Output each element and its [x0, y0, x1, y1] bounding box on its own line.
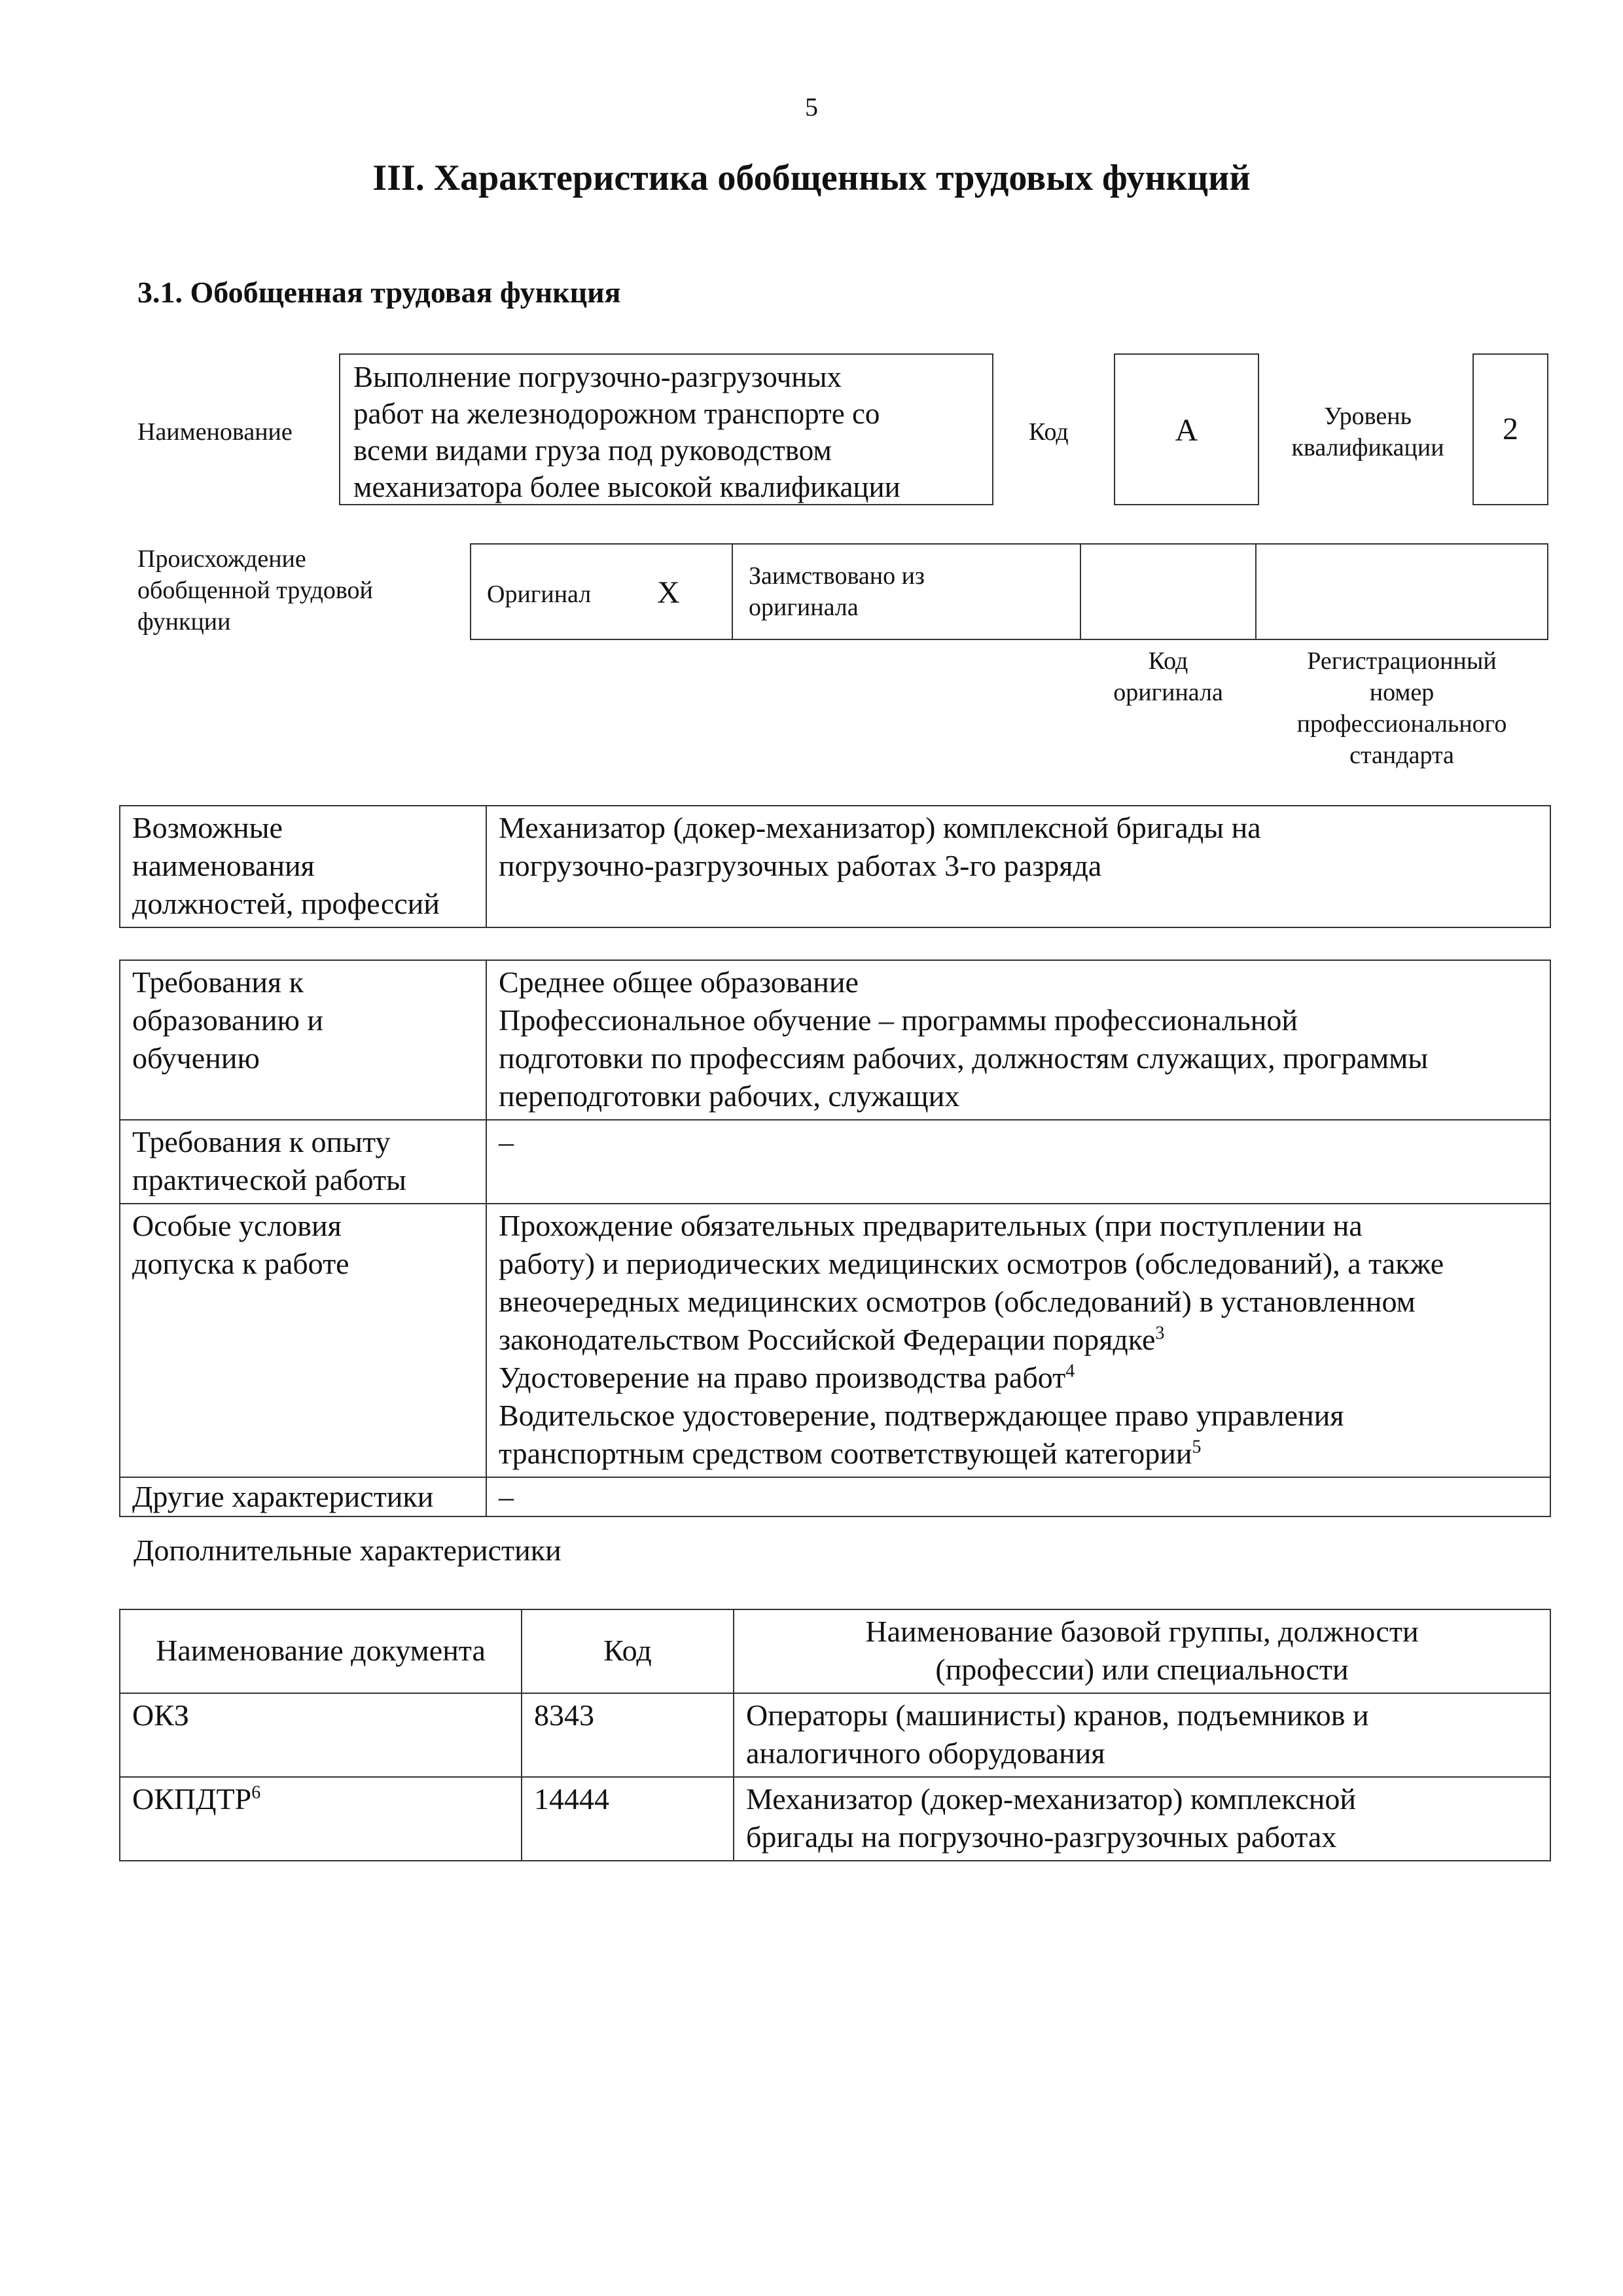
positions-value-cell: [486, 806, 1550, 927]
education-label-line: Требования к: [132, 965, 304, 999]
level-label: [1276, 401, 1459, 463]
education-value-line: переподготовки рабочих, служащих: [499, 1079, 960, 1113]
positions-value-line: погрузочно-разгрузочных работах 3-го разряда: [499, 849, 1102, 882]
header-group: [734, 1609, 1550, 1693]
special-conditions-value-line: Удостоверение на право производства работ: [499, 1361, 1066, 1394]
original-cell: [470, 543, 733, 640]
level-label-line: Уровень: [1324, 403, 1412, 430]
original-code-caption-line: оригинала: [1113, 679, 1223, 706]
special-conditions-value-line: Прохождение обязательных предварительных (при поступлении на: [499, 1209, 1363, 1242]
row-group: [734, 1777, 1550, 1861]
special-conditions-label-line: допуска к работе: [132, 1247, 349, 1280]
education-value-cell: [486, 960, 1550, 1120]
row-doc-name: ОКПДТР: [132, 1782, 252, 1816]
row-code: 14444: [522, 1777, 734, 1861]
original-code-caption: [1080, 645, 1257, 708]
positions-label-line: Возможные: [132, 811, 283, 844]
education-value-line: Среднее общее образование: [499, 965, 859, 999]
special-conditions-value-line: внеочередных медицинских осмотров (обследований) в установленном: [499, 1285, 1416, 1318]
table-row: [120, 1609, 1550, 1693]
other-characteristics-label-cell: [120, 1477, 486, 1516]
experience-value-cell: [486, 1120, 1550, 1204]
level-label-line: квалификации: [1291, 434, 1444, 461]
table-row: [120, 1120, 1550, 1204]
name-label: Наименование: [137, 418, 293, 446]
table-row: [120, 1204, 1550, 1477]
original-mark: Х: [657, 575, 680, 610]
footnote-5: 5: [1192, 1437, 1202, 1458]
other-characteristics-value-cell: [486, 1477, 1550, 1516]
education-value-line: Профессиональное обучение – программы профессиональной: [499, 1003, 1298, 1037]
registration-number-cell: [1255, 543, 1548, 640]
function-name-box: [339, 353, 993, 505]
registration-number-caption: [1255, 645, 1548, 771]
other-characteristics-label: Другие характеристики: [132, 1480, 434, 1513]
row-group-line: Механизатор (докер-механизатор) комплексной: [746, 1782, 1356, 1816]
section-title: III. Характеристика обобщенных трудовых функций: [372, 158, 1251, 198]
level-value: 2: [1503, 412, 1518, 446]
experience-label-line: Требования к опыту: [132, 1125, 391, 1158]
row-doc: [120, 1777, 522, 1861]
registration-caption-line: Регистрационный: [1307, 647, 1497, 675]
row-group-line: аналогичного оборудования: [746, 1736, 1105, 1770]
special-conditions-value-line: транспортным средством соответствующей категории: [499, 1437, 1192, 1470]
header-doc: Наименование документа: [120, 1609, 522, 1693]
special-conditions-label-cell: [120, 1204, 486, 1477]
footnote-3: 3: [1155, 1323, 1165, 1344]
function-name-line: Выполнение погрузочно-разгрузочных: [353, 361, 842, 393]
row-code: 8343: [522, 1693, 734, 1777]
education-label-line: обучению: [132, 1041, 260, 1075]
origin-label-line: функции: [137, 608, 231, 636]
other-characteristics-value: –: [499, 1480, 514, 1513]
table-row: [120, 1693, 1550, 1777]
positions-table: [119, 805, 1551, 928]
original-code-cell: [1080, 543, 1257, 640]
table-row: [120, 1777, 1550, 1861]
page-number: 5: [805, 92, 818, 122]
experience-label-line: практической работы: [132, 1163, 406, 1196]
origin-label: [137, 543, 373, 637]
special-conditions-value-line: законодательством Российской Федерации порядке: [499, 1323, 1156, 1356]
row-doc: ОКЗ: [120, 1693, 522, 1777]
education-value-line: подготовки по профессиям рабочих, должностям служащих, программы: [499, 1041, 1429, 1075]
borrowed-cell: [732, 543, 1081, 640]
code-value: А: [1175, 413, 1198, 448]
borrowed-label-line: оригинала: [749, 594, 859, 621]
additional-title: Дополнительные характеристики: [134, 1534, 562, 1567]
subsection-title: 3.1. Обобщенная трудовая функция: [137, 276, 621, 309]
footnote-4: 4: [1065, 1361, 1075, 1382]
registration-caption-line: номер: [1369, 679, 1435, 706]
function-name-line: работ на железнодорожном транспорте со: [353, 397, 880, 430]
special-conditions-value-line: Водительское удостоверение, подтверждающее право управления: [499, 1399, 1344, 1432]
header-group-line: Наименование базовой группы, должности: [865, 1615, 1419, 1648]
origin-label-line: Происхождение: [137, 545, 306, 573]
row-group-line: бригады на погрузочно-разгрузочных работах: [746, 1820, 1337, 1854]
code-label: Код: [1029, 418, 1069, 446]
header-code: Код: [522, 1609, 734, 1693]
function-name-line: механизатора более высокой квалификации: [353, 471, 901, 503]
special-conditions-value-line: работу) и периодических медицинских осмотров (обследований), а также: [499, 1247, 1444, 1280]
positions-label-line: наименования: [132, 849, 315, 882]
positions-label-line: должностей, профессий: [132, 887, 440, 920]
positions-label-cell: [120, 806, 486, 927]
table-row: [120, 1477, 1550, 1516]
row-group: [734, 1693, 1550, 1777]
registration-caption-line: профессионального: [1296, 710, 1507, 738]
special-conditions-label-line: Особые условия: [132, 1209, 342, 1242]
table-row: [120, 960, 1550, 1120]
code-box: [1114, 353, 1259, 505]
table-row: [120, 806, 1550, 927]
positions-value-line: Механизатор (докер-механизатор) комплексной бригады на: [499, 811, 1261, 844]
header-group-line: (профессии) или специальности: [935, 1653, 1349, 1686]
borrowed-label-line: Заимствовано из: [749, 562, 925, 590]
function-name-line: всеми видами груза под руководством: [353, 434, 832, 467]
requirements-table: [119, 960, 1551, 1517]
experience-label-cell: [120, 1120, 486, 1204]
special-conditions-value-cell: [486, 1204, 1550, 1477]
registration-caption-line: стандарта: [1349, 742, 1454, 769]
row-group-line: Операторы (машинисты) кранов, подъемников и: [746, 1698, 1369, 1732]
education-label-cell: [120, 960, 486, 1120]
original-code-caption-line: Код: [1148, 647, 1188, 675]
level-box: [1472, 353, 1548, 505]
footnote-6: 6: [251, 1782, 261, 1803]
original-label: Оригинал: [487, 581, 592, 608]
education-label-line: образованию и: [132, 1003, 323, 1037]
additional-table: [119, 1609, 1551, 1861]
origin-label-line: обобщенной трудовой: [137, 577, 373, 604]
experience-value: –: [499, 1125, 514, 1158]
